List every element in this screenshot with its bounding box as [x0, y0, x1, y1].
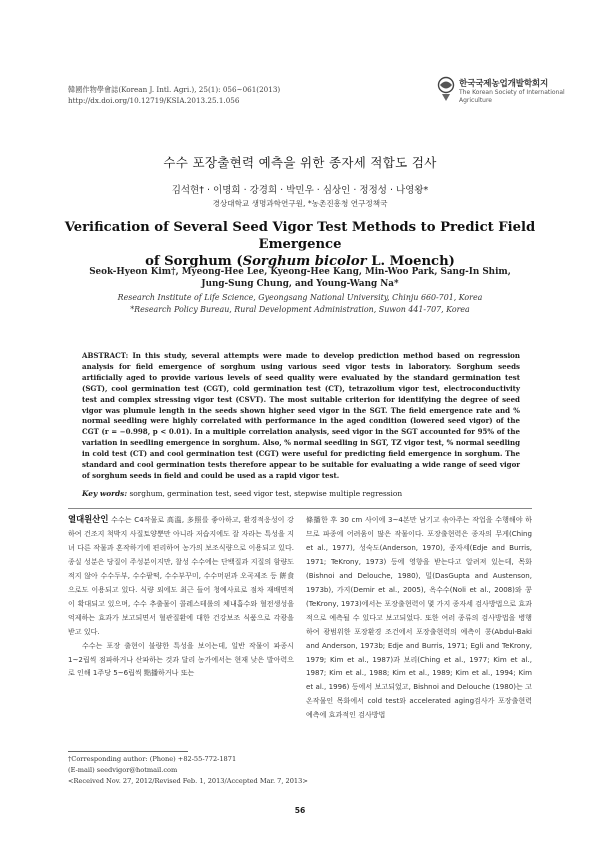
author-email[interactable]: (E-mail) seedvigor@hotmail.com — [68, 766, 178, 774]
authors-korean: 김석현† · 이명희 · 강경희 · 박민우 · 심상인 · 정정성 · 나영왕* — [171, 185, 429, 196]
title-korean: 수수 포장출현력 예측을 위한 종자세 적합도 검사 — [163, 155, 437, 170]
paragraph: 條播한 후 30 cm 사이에 3~4본만 남기고 솎아주는 작업을 수행해야 하므로 파종에 어려움이 많은 작물이다. 포장출현력은 종자의 무게(Ching et al., 1977), 성숙도(Anderson, 1970), 종자세(Edje and Burris, 1971; TeKrony, 1973) 등에 영향을 받는다고 알려져 있는데, 목화(Bishnoi and Delouche, 1980), 밀(DasGupta and Austenson, 1973b), 가지(Demir et al., 2005), 옥수수(Noli et al., 2008)와 콩(TeKrony, 1973)에서는 포장출현력이 몇 가지 종자세 검사방법으로 효과적으로 예측될 수 있다고 보고되었다. 또한 여러 종류의 검사방법을 병행하여 광범위한 포장환경 조건에서 포장출현력의 예측이 콩(Abdul-Baki and Anderson, 1973b; Edje and Burris, 1971; Egli and TeKrony, 1979; Kim et al., 1987)과 보리(Ching et al., 1977; Kim et al., 1987; Kim et al., 1988; Kim et al., 1989; Kim et al., 1994; Kim et al., 1996) 등에서 보고되었고, Bishnoi and Delouche (1980)는 고온작물인 목화에서 cold test와 accelerated aging검사가 포장출현력 예측에 효과적인 검사방법 — [306, 515, 532, 720]
society-logo — [436, 76, 566, 110]
keywords-label: Key words: — [82, 489, 128, 498]
affiliation-english-line2: *Research Policy Bureau, Rural Development Administration, Suwon 441-707, Korea — [130, 304, 470, 314]
page-number: 56 — [294, 806, 306, 815]
journal-citation: 韓國作物學會誌(Korean J. Intl. Agri.), 25(1): 056~061(2013) — [68, 85, 281, 94]
affiliation-korean: 경상대학교 생명과학연구원, *농촌진흥청 연구정책국 — [212, 199, 388, 208]
society-name-english: The Korean Society of International Agriculture — [459, 89, 565, 104]
section-divider — [68, 508, 532, 509]
footnote — [68, 754, 308, 787]
affiliation-english — [60, 292, 540, 315]
footnote-divider — [68, 751, 188, 752]
species-name: Sorghum bicolor — [242, 254, 367, 269]
authors-english-line1: Seok-Hyeon Kim†, Myeong-Hee Lee, Kyeong-Hee Kang, Min-Woo Park, Sang-In Shim, — [89, 267, 511, 277]
paragraph: 열대원산인 수수는 C4작물로 高溫, 多照를 좋아하고, 환경적응성이 강하여 건조지 척박지 사질토양뿐만 아니라 저습지에도 잘 자라는 특성을 지녀 다른 작물과 혼작하기에 편리하여 농가의 보조식량으로 이용되고 있다. 종실 성분은 당질이 주성분이지만, 찰성 수수에는 단백질과 지질의 함량도 적지 않아 수수두부, 수수팥떡, 수수부꾸미, 수수머핀과 오곡제조 등 餠食으로도 이용되고 있다. 식량 외에도 최근 들어 청예사료로 점차 재배면적이 확대되고 있으며, 수수 추출물이 콜레스테롤의 체내흡수와 혈전생성을 억제하는 효과가 보고되면서 혈관질환에 대한 건강보조 식품으로 각광을 받고 있다. — [68, 514, 294, 636]
authors-english-line2: Jung-Sung Chung, and Young-Wang Na* — [201, 279, 399, 289]
keywords-text: sorghum, germination test, seed vigor test, stepwise multiple regression — [129, 489, 403, 498]
authors-english — [70, 266, 530, 290]
corresponding-author: †Corresponding author: (Phone) +82-55-772-1871 — [68, 755, 237, 763]
title-english-line1: Verification of Several Seed Vigor Test Methods to Predict Field Emergence — [64, 220, 536, 252]
keywords — [82, 489, 520, 498]
paragraph: 수수는 포장 출현이 불량한 특성을 보이는데, 일반 작물이 파종시 1~2립씩 점파하거나 산파하는 것과 달리 농가에서는 현재 낮은 발아력으로 인해 1주당 5~6립씩 點播하거나 또는 — [68, 640, 294, 678]
abstract: ABSTRACT: In this study, several attempts were made to develop prediction method based on regression analysis for field emergence of sorghum using various seed vigor tests in laboratory. Sorghum seeds artificially aged to provide various levels of seed quality were evaluated by the standard germination test (SGT), cool germination test (CGT), cold germination test (CT), tetrazolium vigor test, electroconductivity test and complex stressing vigor test (CSVT). The most suitable criterion for identifying the degree of seed vigor was plumule length in the seeds shown higher seed vigor in the SGT. The field emergence rate and % normal seedling were highly correlated with performance in the aged condition (lowered seed vigor) of the CGT (r = −0.998, p < 0.01). In a multiple correlation analysis, seed vigor in the SGT accounted for 95% of the variation in seedling emergence in sorghum. Also, % normal seedling in SGT, TZ vigor test, % normal seedling in cold test (CT) and cool germination test (CGT) were useful for predicting field emergence in sorghum. The standard and cool germination tests therefore appear to be suitable for evaluating a wide range of seed vigor of sorghum seeds in field and could be used as a rapid vigor test. — [82, 351, 520, 480]
doi-link[interactable]: http://dx.doi.org/10.12719/KSIA.2013.25.1.056 — [68, 96, 240, 105]
journal-reference — [68, 84, 280, 106]
section-heading: 열대원산인 — [68, 514, 109, 524]
society-emblem-icon — [436, 76, 456, 102]
submission-dates: <Received Nov. 27, 2012/Revised Feb. 1, 2013/Accepted Mar. 7, 2013> — [68, 777, 308, 785]
title-english — [50, 219, 550, 270]
body-column-left — [68, 513, 294, 680]
body-column-right — [306, 513, 532, 722]
society-name-korean: 한국국제농업개발학회지 — [459, 79, 549, 89]
affiliation-english-line1: Research Institute of Life Science, Gyeongsang National University, Chinju 660-701, Korea — [117, 293, 483, 302]
title-english-line2: of Sorghum (Sorghum bicolor L. Moench) — [145, 254, 455, 269]
